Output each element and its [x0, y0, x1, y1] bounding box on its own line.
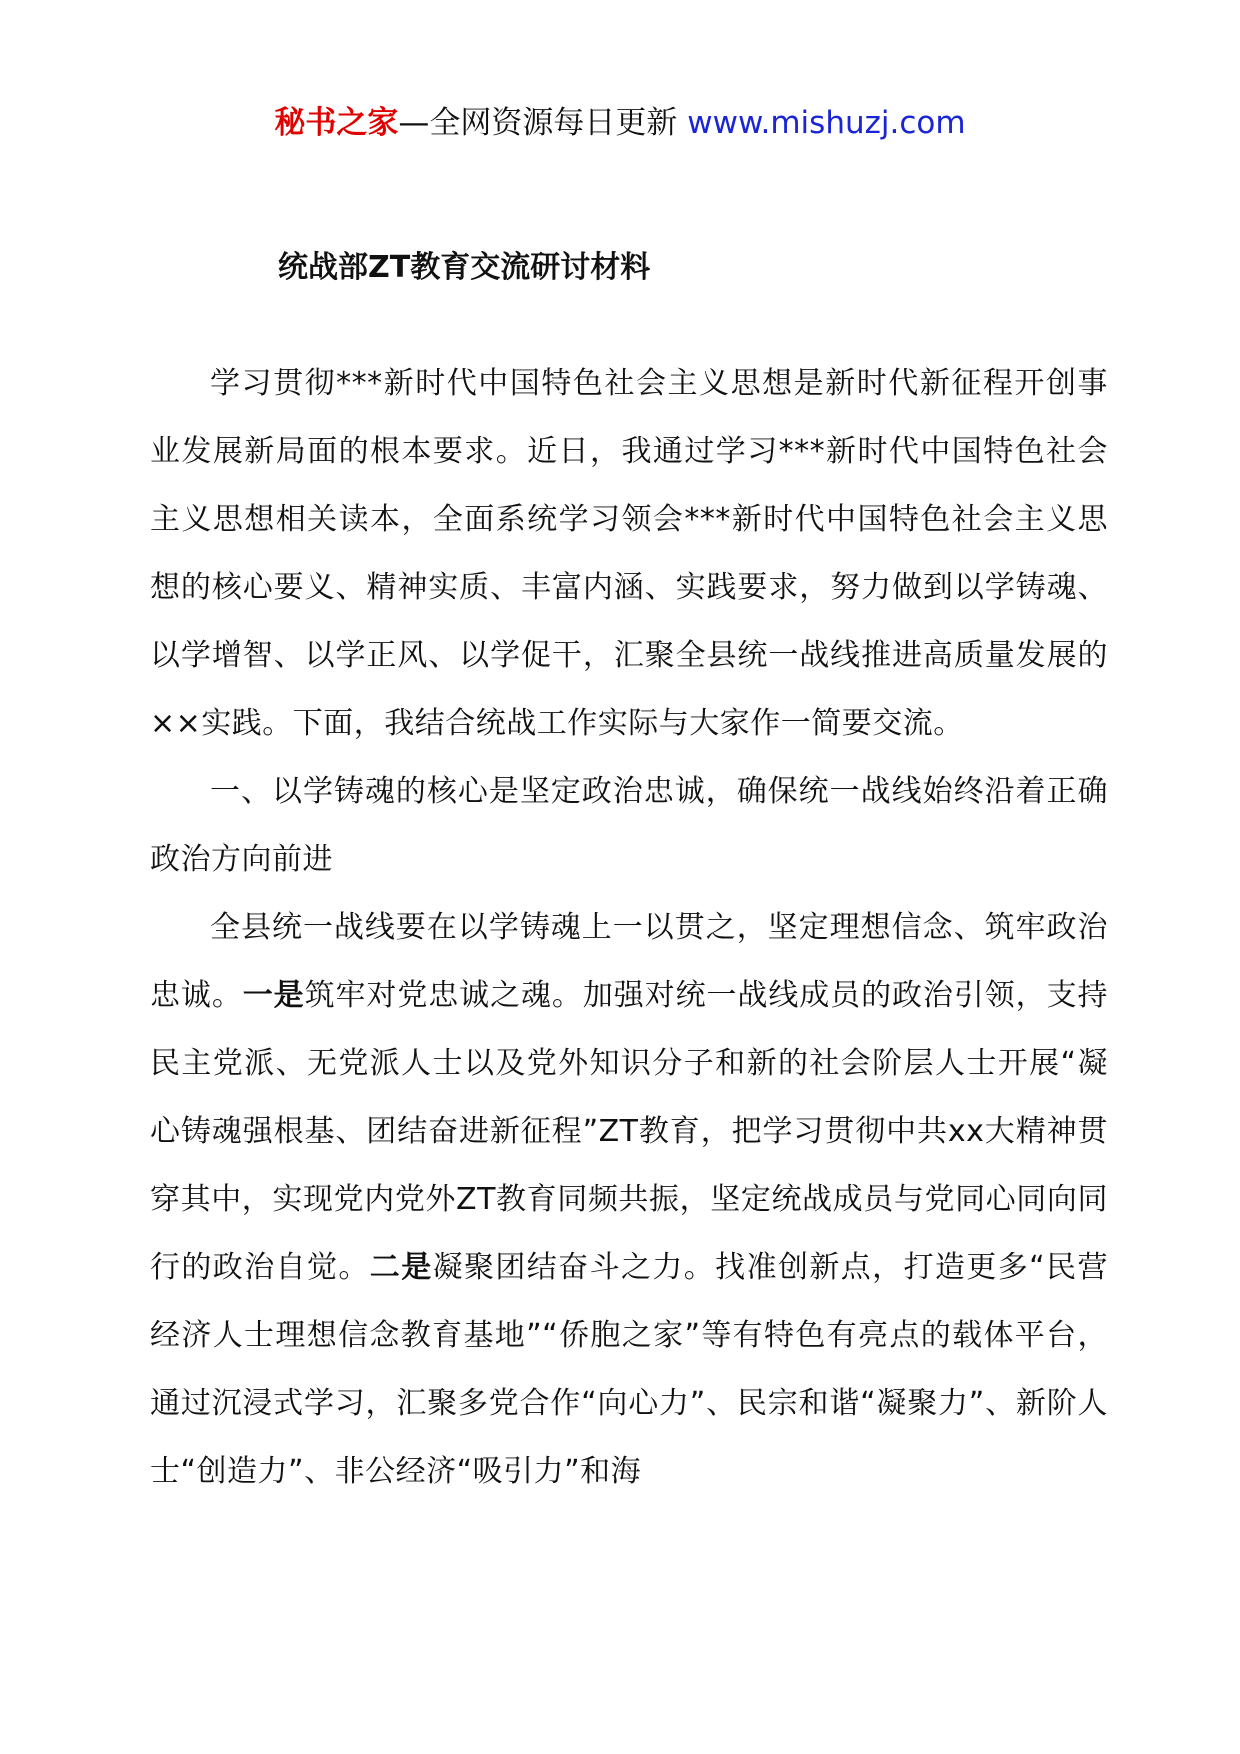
paragraph-section-1 — [150, 894, 1108, 1506]
point-marker-1: 一是 — [242, 978, 305, 1013]
site-url-link[interactable]: www.mishuzj.com — [687, 105, 966, 141]
paragraph-text: 全县统一战线要在以学铸魂上一以贯之，坚定理想信念、筑牢政治忠诚。 — [150, 910, 1108, 1013]
document-body — [150, 350, 1108, 1506]
section-heading-1: 一、以学铸魂的核心是坚定政治忠诚，确保统一战线始终沿着正确政治方向前进 — [150, 774, 1108, 877]
header-separator: — — [398, 105, 430, 141]
paragraph-text: 筑牢对党忠诚之魂。加强对统一战线成员的政治引领，支持民主党派、无党派人士以及党外知识分子和新的社会阶层人士开展“凝心铸魂强根基、团结奋进新征程”ZT教育，把学习贯彻中共xx大精神贯穿其中，实现党内党外ZT教育同频共振，坚定统战成员与党同心同向同行的政治自觉。 — [150, 978, 1109, 1285]
site-header — [0, 100, 1240, 146]
point-marker-2: 二是 — [369, 1250, 433, 1285]
paragraph-intro: 学习贯彻***新时代中国特色社会主义思想是新时代新征程开创事业发展新局面的根本要求。近日，我通过学习***新时代中国特色社会主义思想相关读本，全面系统学习领会***新时代中国特色社会主义思想的核心要义、精神实质、丰富内涵、实践要求，努力做到以学铸魂、以学增智、以学正风、以学促干，汇聚全县统一战线推进高质量发展的××实践。下面，我结合统战工作实际与大家作一简要交流。 — [150, 366, 1108, 741]
paragraph-text: 凝聚团结奋斗之力。找准创新点，打造更多“民营经济人士理想信念教育基地”“侨胞之家”等有特色有亮点的载体平台，通过沉浸式学习，汇聚多党合作“向心力”、民宗和谐“凝聚力”、新阶人士“创造力”、非公经济“吸引力”和海 — [150, 1250, 1109, 1489]
header-tagline: 全网资源每日更新 — [429, 105, 678, 141]
document-title: 统战部ZT教育交流研讨材料 — [278, 250, 651, 285]
site-brand: 秘书之家 — [274, 105, 399, 141]
